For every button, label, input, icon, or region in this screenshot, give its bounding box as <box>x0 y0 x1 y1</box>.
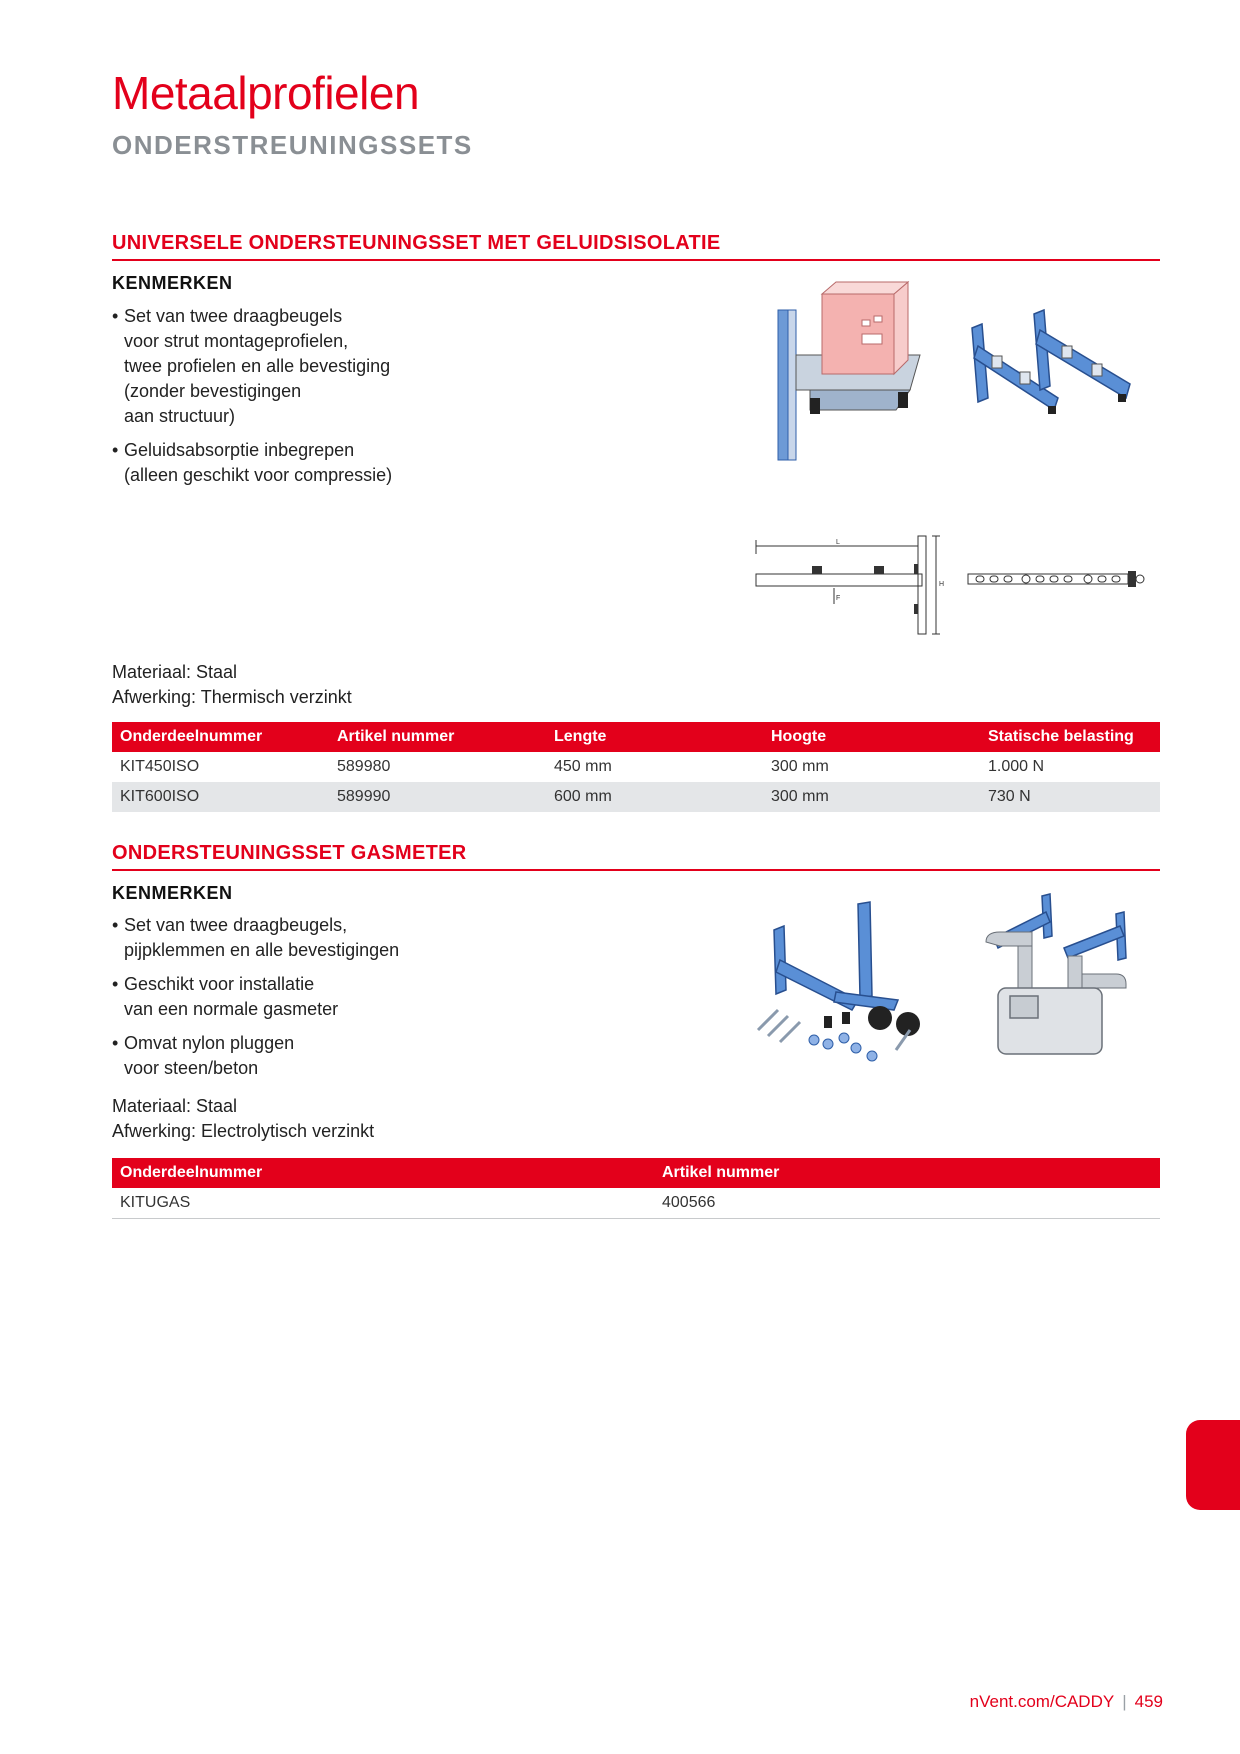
feature-item: • Set van twee draagbeugels voor strut montageprofielen, twee profielen en alle bevestiging (zonder bevestigingen aan structuur) <box>112 304 392 429</box>
column-header: Artikel nummer <box>329 722 546 752</box>
feature-item: • Geschikt voor installatie van een normale gasmeter <box>112 972 399 1022</box>
two-brackets-illustration <box>968 306 1138 436</box>
table-header-row <box>112 722 1160 752</box>
page-footer <box>970 1692 1163 1712</box>
gasmeter-mounted-illustration <box>980 892 1130 1062</box>
footer-url[interactable]: nVent.com/CADDY <box>969 1692 1115 1711</box>
bracket-side-view-drawing <box>752 532 952 638</box>
drawing-label-length: L <box>836 539 840 546</box>
table-row <box>112 752 1160 782</box>
table-cell: 450 mm <box>554 758 612 775</box>
column-header: Hoogte <box>763 722 980 752</box>
table-cell: 589980 <box>337 758 391 775</box>
feature-item: • Set van twee draagbeugels, pijpklemmen en alle bevestigingen <box>112 913 399 963</box>
finish-text: Afwerking: Electrolytisch verzinkt <box>112 1121 375 1141</box>
table-row <box>112 1188 1160 1219</box>
bracket-top-view-drawing <box>966 568 1146 590</box>
feature-item: • Omvat nylon pluggen voor steen/beton <box>112 1031 399 1081</box>
drawing-label-height: H <box>939 581 945 588</box>
material-info <box>112 1094 374 1144</box>
section-heading-universal-kit: UNIVERSELE ONDERSTEUNINGSSET MET GELUIDSISOLATIE <box>112 232 1160 261</box>
gasmeter-kit-parts-illustration <box>748 900 928 1070</box>
column-header: Artikel nummer <box>654 1158 1160 1188</box>
table-cell: KIT450ISO <box>120 758 200 775</box>
table-cell: 1.000 N <box>988 758 1045 775</box>
table-cell: 730 N <box>980 782 1160 812</box>
material-text: Materiaal: Staal <box>112 662 238 682</box>
column-header: Onderdeelnummer <box>112 1158 654 1188</box>
material-info <box>112 660 352 710</box>
table-header-row <box>112 1158 1160 1188</box>
bracket-with-cabinet-illustration <box>770 280 930 470</box>
table-cell: KITUGAS <box>112 1188 654 1219</box>
section-heading-gasmeter-kit: ONDERSTEUNINGSSET GASMETER <box>112 842 1160 871</box>
footer-separator: | <box>1122 1692 1127 1711</box>
spec-table-gasmeter-kit <box>112 1158 1160 1219</box>
features-heading: KENMERKEN <box>112 883 233 903</box>
table-cell: 300 mm <box>763 782 980 812</box>
table-cell: 589990 <box>329 782 546 812</box>
page-title: Metaalprofielen <box>112 67 420 119</box>
page-number: 459 <box>1134 1692 1163 1711</box>
material-text: Materiaal: Staal <box>112 1096 238 1116</box>
feature-item: • Geluidsabsorptie inbegrepen (alleen geschikt voor compressie) <box>112 438 392 488</box>
table-cell: 400566 <box>654 1188 1160 1219</box>
finish-text: Afwerking: Thermisch verzinkt <box>112 687 352 707</box>
table-cell: KIT600ISO <box>112 782 329 812</box>
column-header: Statische belasting <box>980 722 1160 752</box>
column-header: Lengte <box>546 722 763 752</box>
spec-table-universal-kit <box>112 722 1160 812</box>
chapter-tab <box>1186 1420 1240 1510</box>
features-heading: KENMERKEN <box>112 273 233 293</box>
table-cell: 300 mm <box>771 758 829 775</box>
table-cell: 600 mm <box>546 782 763 812</box>
features-list <box>112 913 399 1090</box>
table-row <box>112 782 1160 812</box>
drawing-label-force: F <box>836 595 841 602</box>
features-list <box>112 304 392 497</box>
page-subtitle: ONDERSTREUNINGSSETS <box>112 130 473 160</box>
column-header: Onderdeelnummer <box>112 722 329 752</box>
